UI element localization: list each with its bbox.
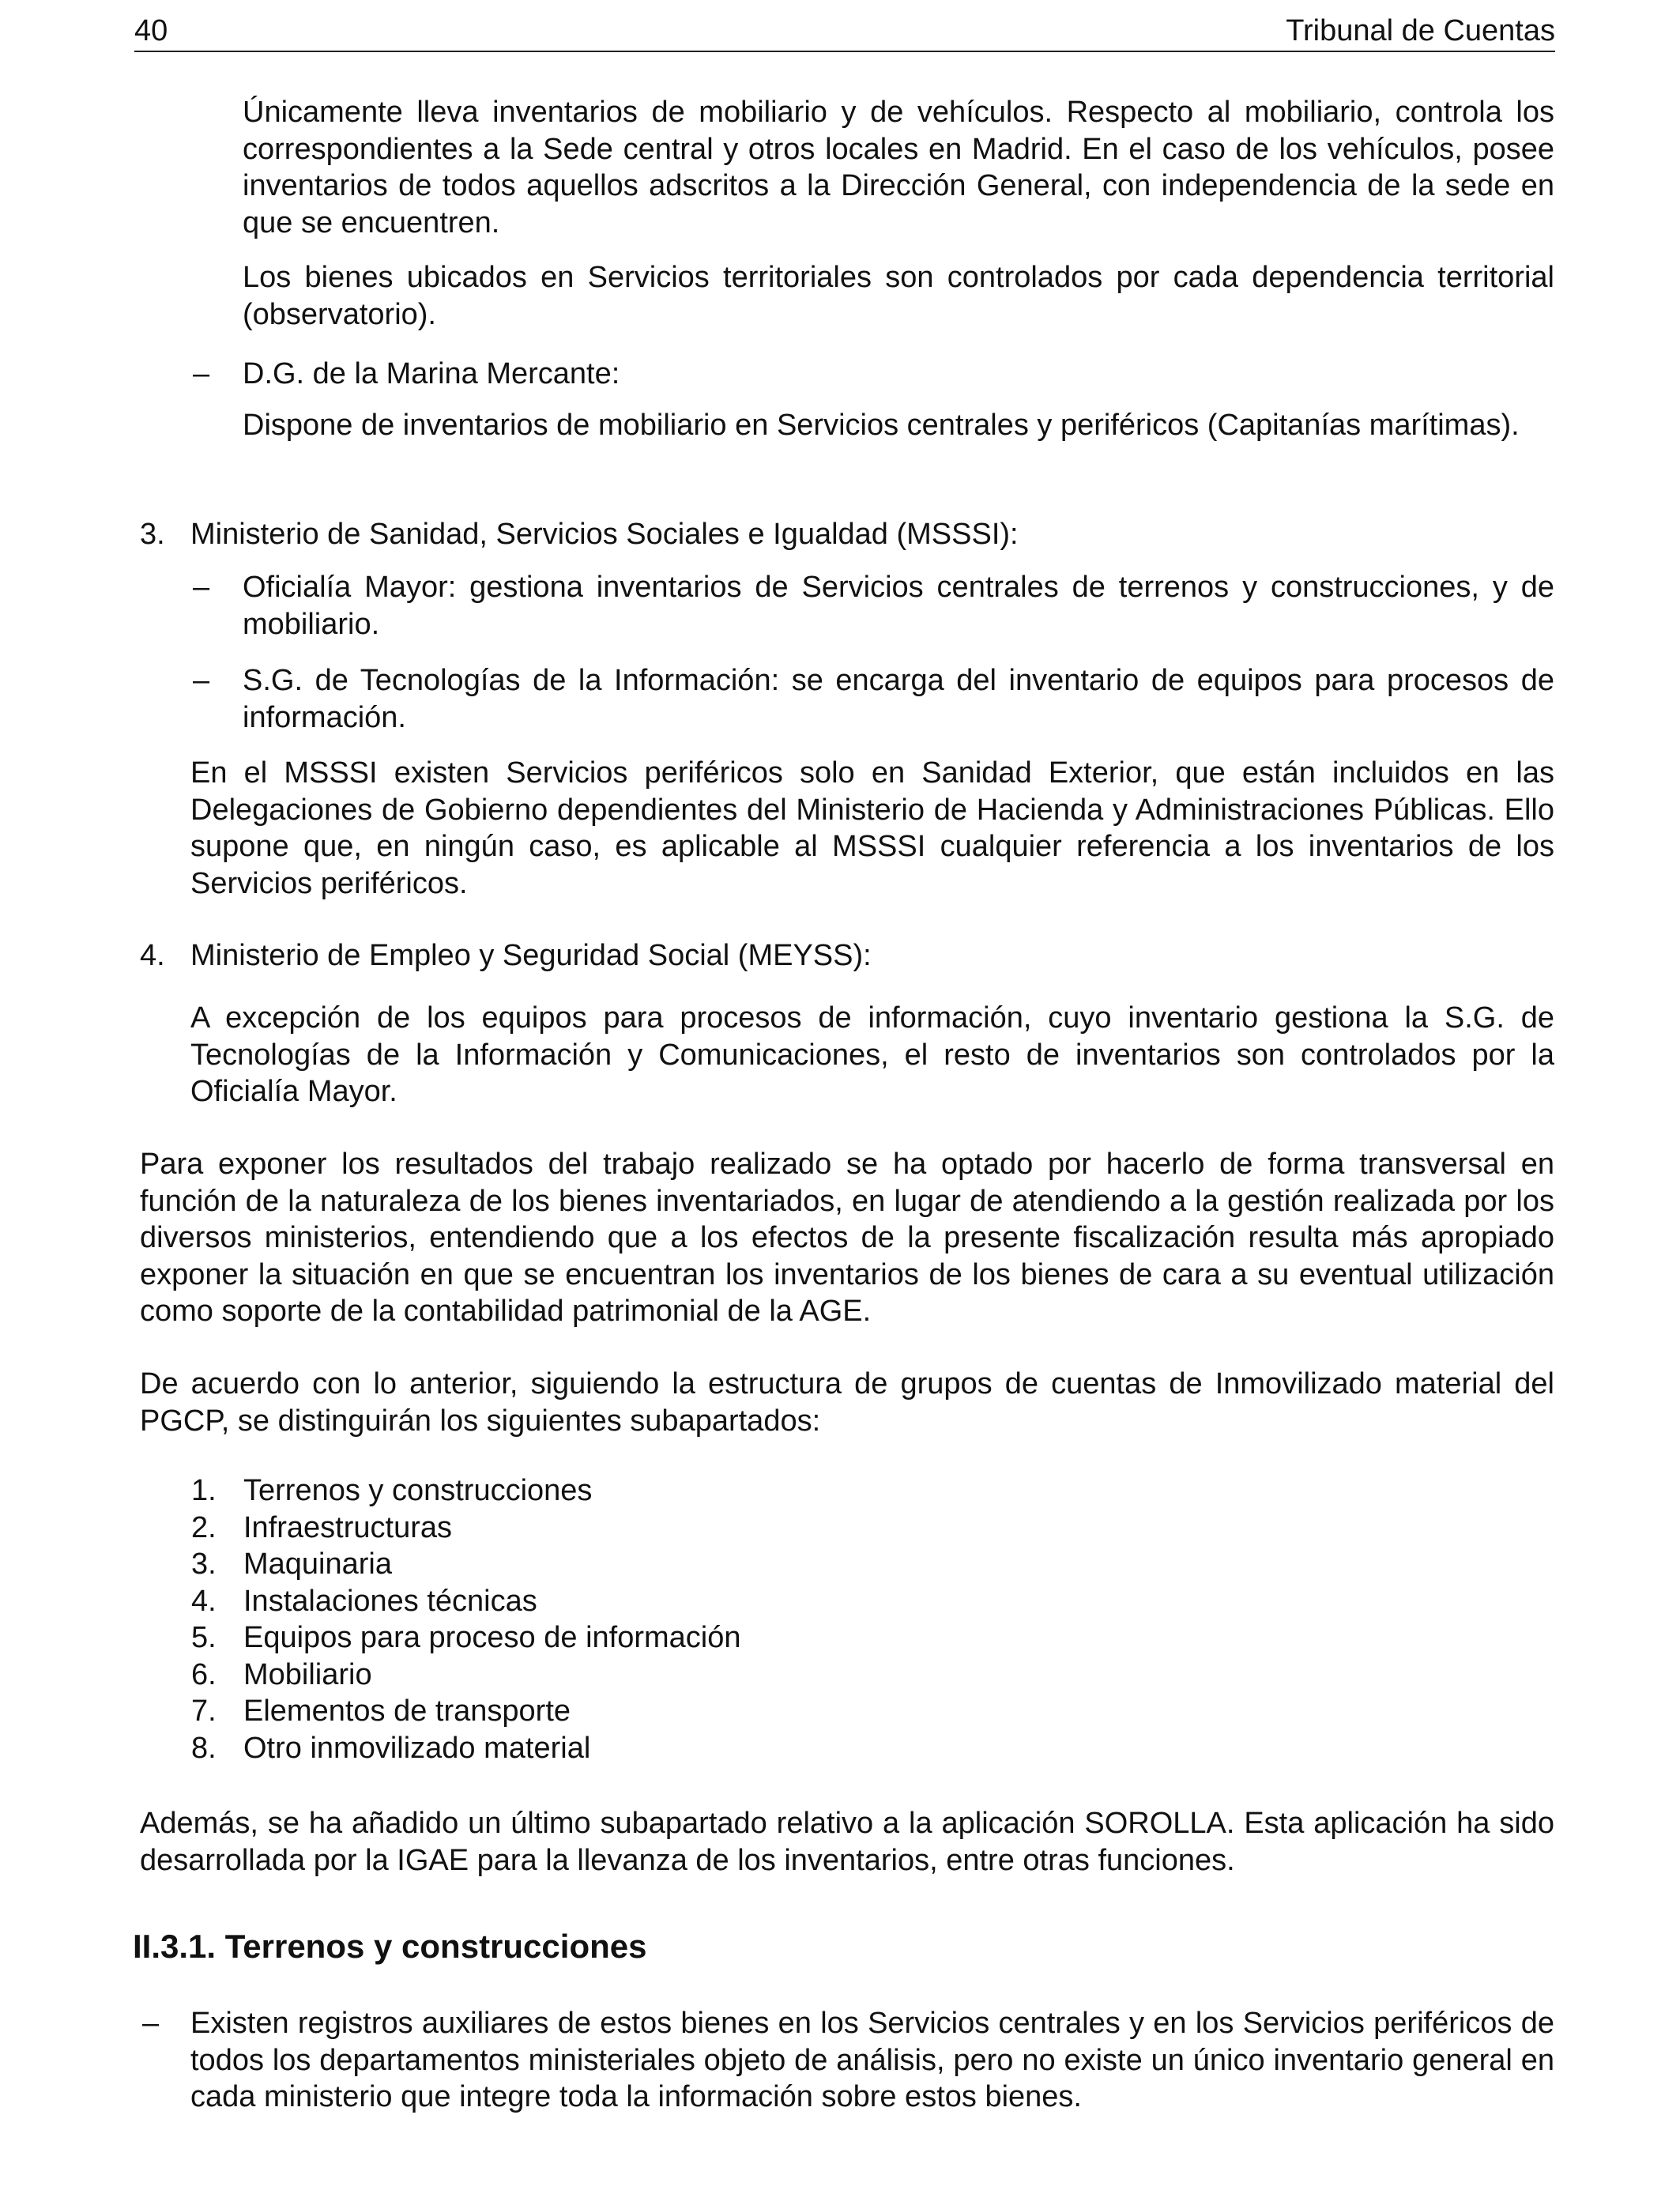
list-item-number: 5. — [191, 1621, 217, 1654]
list-item-msssi: Ministerio de Sanidad, Servicios Sociales e Igualdad (MSSSI): — [190, 518, 1019, 551]
list-item-text: Terrenos y construcciones — [243, 1474, 593, 1507]
list-item-text: Infraestructuras — [243, 1511, 452, 1544]
list-item-text: Elementos de transporte — [243, 1695, 571, 1728]
dash-item-oficialia: Oficialía Mayor: gestiona inventarios de Servicios centrales de terrenos y construcciones, y de mobiliario. — [243, 571, 1554, 641]
running-title: Tribunal de Cuentas — [1286, 14, 1555, 47]
paragraph-mobiliario: Únicamente lleva inventarios de mobiliario y de vehículos. Respecto al mobiliario, controla los correspondientes a la Sede central y otros locales en Madrid. En el caso de los vehículos, posee inventarios de todos aquellos adscritos a la Dirección General, con independencia de la sede en que se encuentren. — [243, 96, 1554, 239]
list-item-number: 8. — [191, 1732, 217, 1765]
list-item-meyss: Ministerio de Empleo y Seguridad Social (MEYSS): — [190, 939, 872, 972]
list-item-text: Otro inmovilizado material — [243, 1732, 591, 1765]
paragraph-msssi: En el MSSSI existen Servicios periféricos solo en Sanidad Exterior, que están incluidos en las Delegaciones de Gobierno dependientes del Ministerio de Hacienda y Administraciones Públicas. Ello supone que, en ningún caso, es aplicable al MSSSI cualquier referencia a los inventarios de los Servicios periféricos. — [190, 756, 1554, 900]
paragraph-acuerdo: De acuerdo con lo anterior, siguiendo la estructura de grupos de cuentas de Inmovilizado material del PGCP, se distinguirán los siguientes subapartados: — [140, 1367, 1554, 1438]
dash-bullet: – — [193, 571, 210, 604]
list-item-number: 2. — [191, 1511, 217, 1544]
dash-item-sg-tecnologias: S.G. de Tecnologías de la Información: se encarga del inventario de equipos para procesos de información. — [243, 664, 1554, 734]
section-heading: II.3.1. Terrenos y construcciones — [133, 1928, 647, 1965]
list-item-number: 6. — [191, 1658, 217, 1691]
paragraph-bienes-territoriales: Los bienes ubicados en Servicios territoriales son controlados por cada dependencia territorial (observatorio). — [243, 261, 1554, 331]
page-header — [134, 13, 1555, 52]
list-item-text: Instalaciones técnicas — [243, 1585, 537, 1618]
paragraph-exponer: Para exponer los resultados del trabajo realizado se ha optado por hacerlo de forma transversal en función de la naturaleza de los bienes inventariados, en lugar de atendiendo a la gestión realizada por los diversos ministerios, entendiendo que a los efectos de la presente fiscalización resulta más apropiado exponer la situación en que se encuentran los inventarios de los bienes de cara a su eventual utilización como soporte de la contabilidad patrimonial de la AGE. — [140, 1148, 1554, 1328]
dash-bullet: – — [142, 2007, 160, 2040]
dash-bullet: – — [193, 664, 210, 697]
paragraph-ademas: Además, se ha añadido un último subapartado relativo a la aplicación SOROLLA. Esta aplicación ha sido desarrollada por la IGAE para la llevanza de los inventarios, entre otras funciones. — [140, 1807, 1554, 1877]
list-item-number: 1. — [191, 1474, 217, 1507]
list-item-text: Mobiliario — [243, 1658, 372, 1691]
list-item-number: 7. — [191, 1695, 217, 1728]
dash-item-marina-mercante: D.G. de la Marina Mercante: — [243, 357, 620, 390]
list-number-3: 3. — [140, 518, 165, 551]
list-item-number: 3. — [191, 1547, 217, 1581]
paragraph-meyss: A excepción de los equipos para procesos de información, cuyo inventario gestiona la S.G. de Tecnologías de la Información y Comunicaciones, el resto de inventarios son controlados por la Oficialía Mayor. — [190, 1001, 1554, 1108]
list-item-text: Equipos para proceso de información — [243, 1621, 741, 1654]
paragraph-marina: Dispone de inventarios de mobiliario en Servicios centrales y periféricos (Capitanías marítimas). — [243, 409, 1520, 442]
page-number: 40 — [134, 14, 168, 47]
dash-item-registros: Existen registros auxiliares de estos bienes en los Servicios centrales y en los Servicios periféricos de todos los departamentos ministeriales objeto de análisis, pero no existe un único inventario general en cada ministerio que integre toda la información sobre estos bienes. — [190, 2007, 1554, 2113]
dash-bullet: – — [193, 357, 210, 390]
list-item-number: 4. — [191, 1585, 217, 1618]
list-item-text: Maquinaria — [243, 1547, 392, 1581]
list-number-4: 4. — [140, 939, 165, 972]
